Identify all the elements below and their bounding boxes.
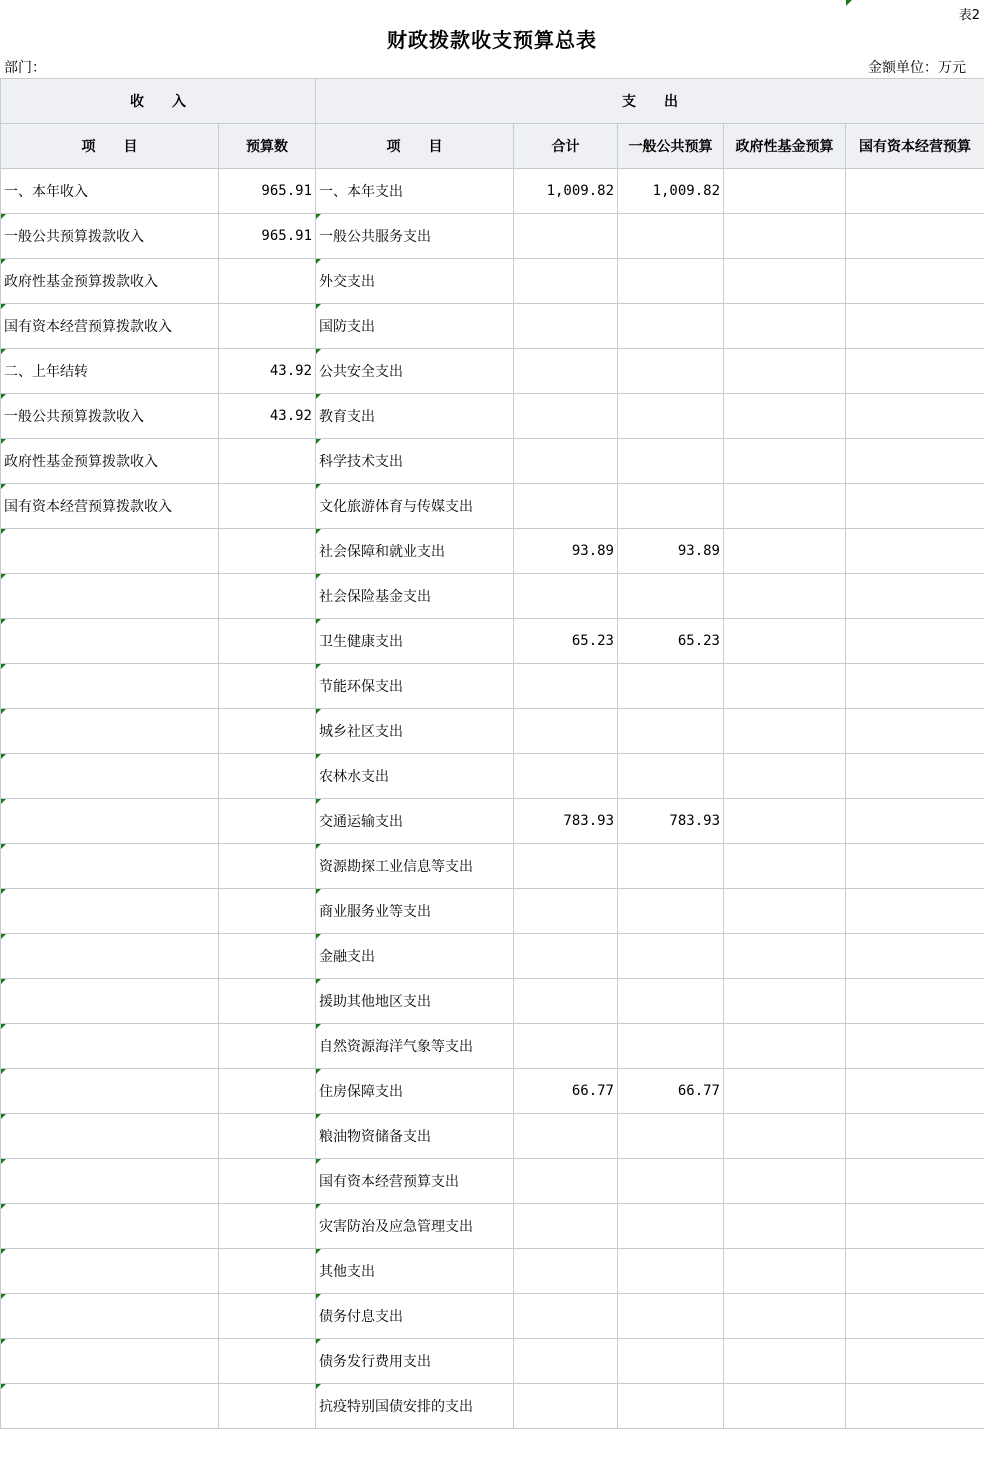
state-capital-budget-cell (846, 1114, 984, 1159)
income-item-cell: 一般公共预算拨款收入 (1, 214, 219, 259)
total-cell (514, 574, 618, 619)
state-capital-budget-cell (846, 169, 984, 214)
state-capital-budget-cell (846, 889, 984, 934)
gov-fund-budget-cell (724, 259, 846, 304)
column-header-row (1, 124, 984, 169)
expense-item-cell: 农林水支出 (316, 754, 514, 799)
income-budget-header: 预算数 (219, 124, 316, 169)
total-cell: 783.93 (514, 799, 618, 844)
expense-item-cell: 科学技术支出 (316, 439, 514, 484)
table-row (1, 844, 984, 889)
expense-item-cell: 交通运输支出 (316, 799, 514, 844)
general-budget-cell (618, 754, 724, 799)
total-cell (514, 1114, 618, 1159)
state-capital-budget-cell (846, 439, 984, 484)
state-capital-budget-cell (846, 709, 984, 754)
general-budget-cell (618, 1204, 724, 1249)
income-group-header: 收 入 (1, 79, 316, 124)
total-cell (514, 844, 618, 889)
gov-fund-budget-cell (724, 1159, 846, 1204)
table-row (1, 889, 984, 934)
income-budget-cell (219, 1384, 316, 1429)
expense-item-cell: 援助其他地区支出 (316, 979, 514, 1024)
income-item-cell (1, 529, 219, 574)
table-row (1, 979, 984, 1024)
table-row (1, 1114, 984, 1159)
table-row (1, 664, 984, 709)
expense-item-cell: 文化旅游体育与传媒支出 (316, 484, 514, 529)
gov-fund-budget-cell (724, 664, 846, 709)
total-cell (514, 484, 618, 529)
table-row (1, 1159, 984, 1204)
income-budget-cell (219, 934, 316, 979)
table-row (1, 574, 984, 619)
gov-fund-budget-cell (724, 1024, 846, 1069)
expense-item-cell: 粮油物资储备支出 (316, 1114, 514, 1159)
gov-fund-budget-cell (724, 529, 846, 574)
table-row (1, 484, 984, 529)
general-budget-cell (618, 1294, 724, 1339)
table-row (1, 169, 984, 214)
gov-fund-budget-cell (724, 169, 846, 214)
gov-fund-budget-cell (724, 709, 846, 754)
general-budget-cell: 1,009.82 (618, 169, 724, 214)
total-cell (514, 259, 618, 304)
income-budget-cell (219, 1249, 316, 1294)
income-budget-cell (219, 754, 316, 799)
state-capital-budget-cell (846, 574, 984, 619)
income-item-cell (1, 844, 219, 889)
total-cell (514, 1339, 618, 1384)
expense-item-cell: 社会保险基金支出 (316, 574, 514, 619)
income-item-cell (1, 1069, 219, 1114)
income-item-cell: 国有资本经营预算拨款收入 (1, 484, 219, 529)
state-capital-budget-cell (846, 1159, 984, 1204)
general-budget-cell (618, 979, 724, 1024)
income-item-cell (1, 709, 219, 754)
budget-table (0, 78, 984, 1429)
total-cell: 66.77 (514, 1069, 618, 1114)
income-budget-cell: 965.91 (219, 214, 316, 259)
expense-item-cell: 外交支出 (316, 259, 514, 304)
state-capital-budget-cell (846, 394, 984, 439)
state-capital-budget-cell (846, 844, 984, 889)
general-budget-cell (618, 1384, 724, 1429)
state-capital-budget-cell (846, 349, 984, 394)
expense-item-header: 项 目 (316, 124, 514, 169)
gov-fund-budget-cell (724, 1249, 846, 1294)
department-label: 部门： (4, 60, 46, 76)
income-budget-cell (219, 484, 316, 529)
expense-item-cell: 一、本年支出 (316, 169, 514, 214)
table-row (1, 394, 984, 439)
total-cell (514, 979, 618, 1024)
total-cell (514, 439, 618, 484)
table-row (1, 304, 984, 349)
table-row (1, 619, 984, 664)
state-capital-budget-cell (846, 934, 984, 979)
table-row (1, 754, 984, 799)
gov-fund-budget-cell (724, 439, 846, 484)
total-cell (514, 1024, 618, 1069)
total-cell (514, 754, 618, 799)
expense-item-cell: 城乡社区支出 (316, 709, 514, 754)
gov-fund-budget-cell (724, 349, 846, 394)
income-item-cell (1, 754, 219, 799)
general-budget-cell: 783.93 (618, 799, 724, 844)
expense-item-cell: 金融支出 (316, 934, 514, 979)
table-row (1, 439, 984, 484)
total-cell (514, 1384, 618, 1429)
gov-fund-budget-cell (724, 1384, 846, 1429)
income-item-cell (1, 574, 219, 619)
general-budget-cell (618, 844, 724, 889)
income-item-cell (1, 1249, 219, 1294)
income-budget-cell: 965.91 (219, 169, 316, 214)
expense-item-cell: 资源勘探工业信息等支出 (316, 844, 514, 889)
total-cell (514, 889, 618, 934)
income-budget-cell: 43.92 (219, 349, 316, 394)
general-budget-cell (618, 484, 724, 529)
state-capital-budget-cell (846, 214, 984, 259)
expense-item-cell: 节能环保支出 (316, 664, 514, 709)
gov-fund-budget-cell (724, 394, 846, 439)
expense-item-cell: 卫生健康支出 (316, 619, 514, 664)
expense-item-cell: 住房保障支出 (316, 1069, 514, 1114)
total-cell: 1,009.82 (514, 169, 618, 214)
general-budget-cell: 66.77 (618, 1069, 724, 1114)
gov-fund-budget-cell (724, 574, 846, 619)
state-capital-budget-cell (846, 1249, 984, 1294)
income-item-cell (1, 1294, 219, 1339)
state-capital-budget-cell (846, 304, 984, 349)
total-cell (514, 1204, 618, 1249)
table-row (1, 1204, 984, 1249)
gov-fund-budget-cell (724, 844, 846, 889)
general-budget-cell (618, 394, 724, 439)
income-budget-cell (219, 574, 316, 619)
expense-item-cell: 其他支出 (316, 1249, 514, 1294)
total-cell (514, 664, 618, 709)
general-budget-header: 一般公共预算 (618, 124, 724, 169)
expense-item-cell: 自然资源海洋气象等支出 (316, 1024, 514, 1069)
general-budget-cell (618, 259, 724, 304)
table-row (1, 799, 984, 844)
total-header: 合计 (514, 124, 618, 169)
general-budget-cell: 65.23 (618, 619, 724, 664)
gov-fund-budget-cell (724, 754, 846, 799)
table-row (1, 1384, 984, 1429)
general-budget-cell (618, 709, 724, 754)
gov-fund-budget-cell (724, 304, 846, 349)
gov-fund-budget-cell (724, 934, 846, 979)
state-capital-budget-cell (846, 754, 984, 799)
table-row (1, 529, 984, 574)
general-budget-cell (618, 1339, 724, 1384)
expense-item-cell: 国防支出 (316, 304, 514, 349)
income-budget-cell (219, 889, 316, 934)
general-budget-cell (618, 349, 724, 394)
income-budget-cell (219, 1159, 316, 1204)
table-row (1, 1339, 984, 1384)
income-item-header: 项 目 (1, 124, 219, 169)
gov-fund-budget-cell (724, 979, 846, 1024)
table-row (1, 1069, 984, 1114)
general-budget-cell (618, 574, 724, 619)
expense-item-cell: 一般公共服务支出 (316, 214, 514, 259)
expense-item-cell: 国有资本经营预算支出 (316, 1159, 514, 1204)
income-item-cell (1, 934, 219, 979)
state-capital-budget-cell (846, 259, 984, 304)
expense-item-cell: 灾害防治及应急管理支出 (316, 1204, 514, 1249)
state-capital-budget-cell (846, 664, 984, 709)
income-item-cell (1, 1159, 219, 1204)
general-budget-cell (618, 439, 724, 484)
general-budget-cell (618, 214, 724, 259)
income-item-cell (1, 619, 219, 664)
expense-group-header: 支 出 (316, 79, 984, 124)
general-budget-cell (618, 1114, 724, 1159)
income-budget-cell (219, 304, 316, 349)
gov-fund-budget-cell (724, 619, 846, 664)
table-row (1, 259, 984, 304)
income-budget-cell (219, 1024, 316, 1069)
income-item-cell (1, 1384, 219, 1429)
group-header-row (1, 79, 984, 124)
total-cell (514, 304, 618, 349)
total-cell (514, 394, 618, 439)
income-budget-cell (219, 979, 316, 1024)
table-row (1, 214, 984, 259)
total-cell (514, 934, 618, 979)
gov-fund-budget-cell (724, 889, 846, 934)
income-item-cell (1, 664, 219, 709)
total-cell (514, 214, 618, 259)
income-budget-cell (219, 844, 316, 889)
income-item-cell: 一般公共预算拨款收入 (1, 394, 219, 439)
state-capital-budget-cell (846, 1384, 984, 1429)
income-budget-cell (219, 529, 316, 574)
income-budget-cell (219, 1114, 316, 1159)
page-title: 财政拨款收支预算总表 (387, 28, 597, 52)
income-budget-cell (219, 709, 316, 754)
income-budget-cell: 43.92 (219, 394, 316, 439)
state-capital-budget-header: 国有资本经营预算 (846, 124, 984, 169)
gov-fund-budget-cell (724, 1294, 846, 1339)
expense-item-cell: 债务付息支出 (316, 1294, 514, 1339)
income-budget-cell (219, 439, 316, 484)
state-capital-budget-cell (846, 484, 984, 529)
income-item-cell: 国有资本经营预算拨款收入 (1, 304, 219, 349)
state-capital-budget-cell (846, 979, 984, 1024)
gov-fund-budget-cell (724, 214, 846, 259)
income-item-cell (1, 1024, 219, 1069)
gov-fund-budget-cell (724, 484, 846, 529)
table-row (1, 1024, 984, 1069)
income-item-cell: 政府性基金预算拨款收入 (1, 259, 219, 304)
expense-item-cell: 债务发行费用支出 (316, 1339, 514, 1384)
income-budget-cell (219, 799, 316, 844)
expense-item-cell: 抗疫特别国债安排的支出 (316, 1384, 514, 1429)
total-cell (514, 1294, 618, 1339)
income-budget-cell (219, 619, 316, 664)
expense-item-cell: 公共安全支出 (316, 349, 514, 394)
income-item-cell (1, 1339, 219, 1384)
expense-item-cell: 教育支出 (316, 394, 514, 439)
state-capital-budget-cell (846, 529, 984, 574)
state-capital-budget-cell (846, 1204, 984, 1249)
table-row (1, 709, 984, 754)
income-item-cell (1, 799, 219, 844)
gov-fund-budget-cell (724, 1069, 846, 1114)
total-cell (514, 709, 618, 754)
gov-fund-budget-cell (724, 1339, 846, 1384)
general-budget-cell (618, 1024, 724, 1069)
general-budget-cell (618, 889, 724, 934)
income-budget-cell (219, 1294, 316, 1339)
income-item-cell: 一、本年收入 (1, 169, 219, 214)
state-capital-budget-cell (846, 1024, 984, 1069)
gov-fund-budget-cell (724, 1114, 846, 1159)
income-budget-cell (219, 1204, 316, 1249)
income-budget-cell (219, 1339, 316, 1384)
gov-fund-budget-cell (724, 1204, 846, 1249)
state-capital-budget-cell (846, 1069, 984, 1114)
table-row (1, 934, 984, 979)
state-capital-budget-cell (846, 1339, 984, 1384)
income-budget-cell (219, 259, 316, 304)
income-item-cell (1, 1114, 219, 1159)
expense-item-cell: 社会保障和就业支出 (316, 529, 514, 574)
gov-fund-budget-header: 政府性基金预算 (724, 124, 846, 169)
income-budget-cell (219, 664, 316, 709)
income-item-cell: 政府性基金预算拨款收入 (1, 439, 219, 484)
table-row (1, 349, 984, 394)
general-budget-cell (618, 304, 724, 349)
income-item-cell (1, 1204, 219, 1249)
table-row (1, 1294, 984, 1339)
state-capital-budget-cell (846, 1294, 984, 1339)
general-budget-cell: 93.89 (618, 529, 724, 574)
state-capital-budget-cell (846, 799, 984, 844)
total-cell (514, 349, 618, 394)
income-budget-cell (219, 1069, 316, 1114)
unit-label: 金额单位：万元 (868, 60, 966, 76)
general-budget-cell (618, 1159, 724, 1204)
cell-comment-marker (846, 0, 852, 6)
general-budget-cell (618, 934, 724, 979)
gov-fund-budget-cell (724, 799, 846, 844)
income-item-cell: 二、上年结转 (1, 349, 219, 394)
total-cell (514, 1249, 618, 1294)
income-item-cell (1, 979, 219, 1024)
general-budget-cell (618, 664, 724, 709)
state-capital-budget-cell (846, 619, 984, 664)
table-row (1, 1249, 984, 1294)
total-cell: 65.23 (514, 619, 618, 664)
income-item-cell (1, 889, 219, 934)
general-budget-cell (618, 1249, 724, 1294)
table-number: 表2 (958, 8, 980, 23)
expense-item-cell: 商业服务业等支出 (316, 889, 514, 934)
total-cell: 93.89 (514, 529, 618, 574)
total-cell (514, 1159, 618, 1204)
